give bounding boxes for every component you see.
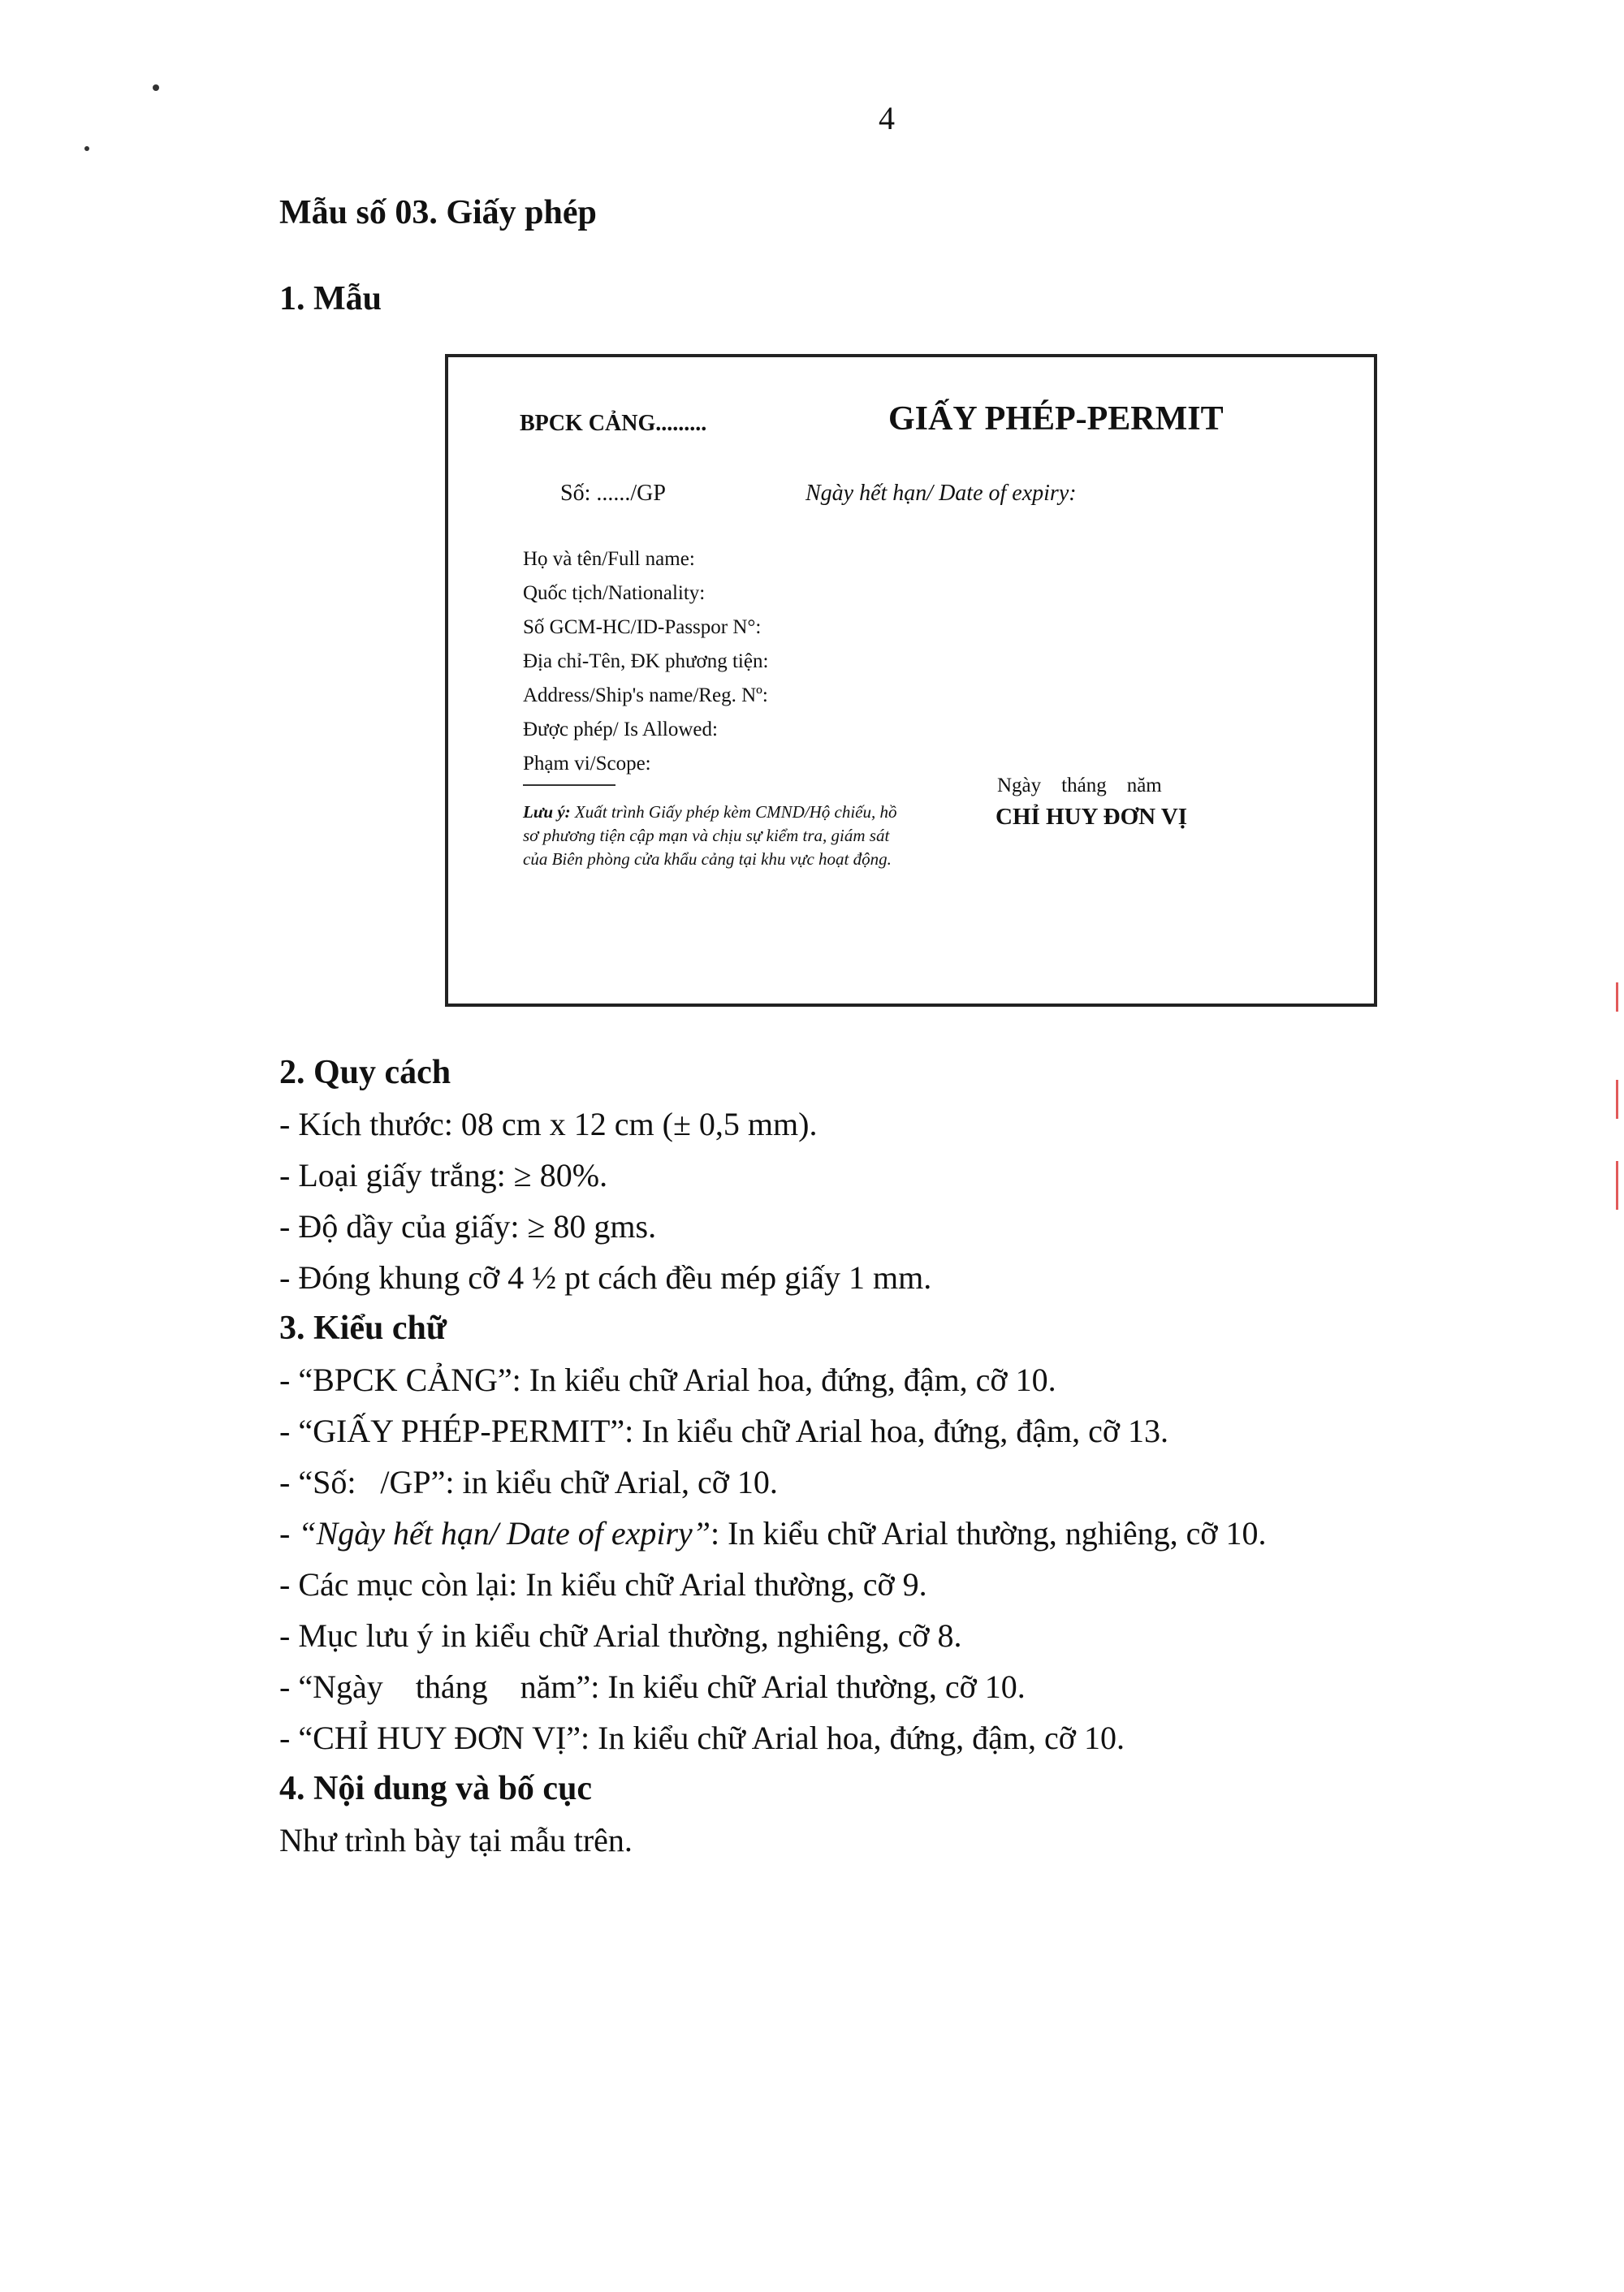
note-divider — [523, 784, 615, 786]
font-line: - Các mục còn lại: In kiểu chữ Arial thường, cỡ 9. — [279, 1566, 927, 1603]
section-1-title: 1. Mẫu — [279, 280, 382, 317]
font-line: - “GIẤY PHÉP-PERMIT”: In kiểu chữ Arial hoa, đứng, đậm, cỡ 13. — [279, 1413, 1169, 1449]
permit-number: Số: ....../GP — [560, 481, 666, 506]
permit-fields — [523, 542, 768, 781]
permit-expiry: Ngày hết hạn/ Date of expiry: — [806, 481, 1077, 506]
font-line-rest: : In kiểu chữ Arial thường, nghiêng, cỡ 10. — [710, 1515, 1267, 1552]
permit-title: GIẤY PHÉP-PERMIT — [888, 400, 1224, 438]
permit-field: Address/Ship's name/Reg. Nº: — [523, 684, 768, 706]
spec-line: - Kích thước: 08 cm x 12 cm (± 0,5 mm). — [279, 1106, 818, 1142]
permit-field: Phạm vi/Scope: — [523, 753, 651, 775]
scan-edge-mark — [1616, 1161, 1618, 1210]
font-line: - “BPCK CẢNG”: In kiểu chữ Arial hoa, đứng, đậm, cỡ 10. — [279, 1362, 1056, 1398]
font-line: - “Số: /GP”: in kiểu chữ Arial, cỡ 10. — [279, 1464, 778, 1500]
permit-field: Quốc tịch/Nationality: — [523, 582, 706, 604]
permit-field: Địa chỉ-Tên, ĐK phương tiện: — [523, 650, 769, 672]
section-4-title: 4. Nội dung và bố cục — [279, 1770, 593, 1807]
scan-edge-mark — [1616, 1080, 1618, 1119]
permit-field: Số GCM-HC/ID-Passpor N°: — [523, 616, 762, 638]
font-line-prefix: - — [279, 1515, 299, 1552]
scan-speck — [84, 146, 89, 151]
spec-line: - Độ dầy của giấy: ≥ 80 gms. — [279, 1208, 657, 1245]
spec-line: - Loại giấy trắng: ≥ 80%. — [279, 1157, 608, 1193]
note-text: Xuất trình Giấy phép kèm CMND/Hộ chiếu, hồ sơ phương tiện cập mạn và chịu sự kiểm tra, giám sát của Biên phòng cửa khẩu cảng tại khu vực hoạt động. — [523, 802, 897, 869]
spec-line: - Đóng khung cỡ 4 ½ pt cách đều mép giấy 1 mm. — [279, 1259, 932, 1296]
specification-section — [279, 1047, 1497, 1866]
font-line-expiry — [279, 1508, 1497, 1559]
font-line: - “CHỈ HUY ĐƠN VỊ”: In kiểu chữ Arial hoa, đứng, đậm, cỡ 10. — [279, 1720, 1125, 1756]
form-title: Mẫu số 03. Giấy phép — [279, 194, 597, 231]
permit-field: Họ và tên/Full name: — [523, 548, 695, 570]
page-number: 4 — [879, 100, 895, 136]
permit-unit: BPCK CẢNG......... — [520, 411, 707, 436]
permit-note — [523, 801, 905, 871]
layout-note: Như trình bày tại mẫu trên. — [279, 1822, 633, 1858]
note-label: Lưu ý: — [523, 802, 571, 822]
permit-field: Được phép/ Is Allowed: — [523, 719, 718, 740]
permit-sample-frame — [445, 354, 1377, 1007]
scan-edge-mark — [1616, 982, 1618, 1012]
font-line-quote: “Ngày hết hạn/ Date of expiry” — [298, 1515, 711, 1552]
font-line: - “Ngày tháng năm”: In kiểu chữ Arial thường, cỡ 10. — [279, 1668, 1026, 1705]
permit-commander: CHỈ HUY ĐƠN VỊ — [996, 804, 1188, 830]
font-line: - Mục lưu ý in kiểu chữ Arial thường, nghiêng, cỡ 8. — [279, 1617, 962, 1654]
scan-speck — [153, 84, 159, 91]
section-2-title: 2. Quy cách — [279, 1054, 451, 1091]
section-3-title: 3. Kiểu chữ — [279, 1310, 447, 1347]
permit-date-line: Ngày tháng năm — [997, 775, 1162, 796]
